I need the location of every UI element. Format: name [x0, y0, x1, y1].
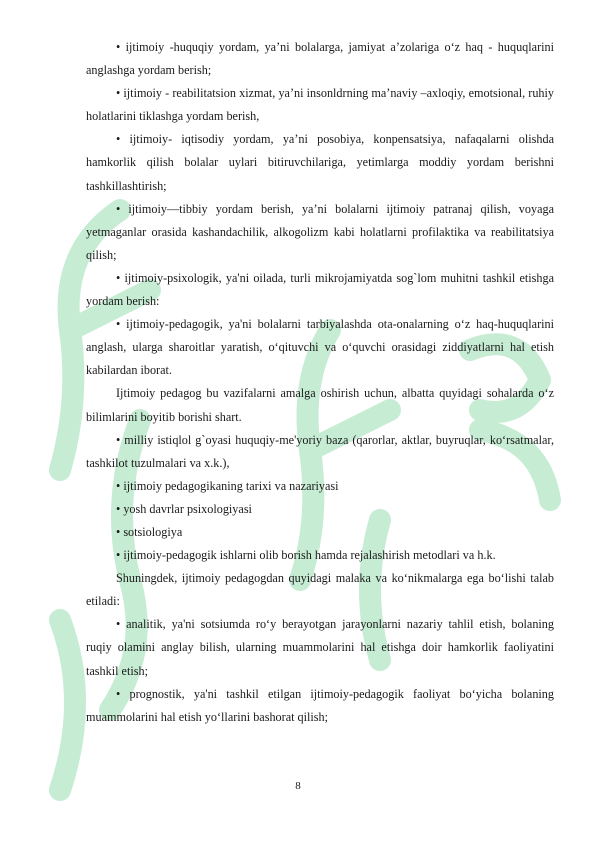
document-body — [86, 36, 554, 729]
paragraph-psychological: • ijtimoiy-psixologik, ya'ni oilada, turli mikrojamiyatda sog`lom muhitni tashkil etishga yordam berish: — [86, 270, 554, 309]
paragraph-medical-aid: • ijtimoiy—tibbiy yordam berish, ya’ni bolalarni ijtimoiy patranaj qilish, voyaga yetmaganlar orasida kashandachilik, alkogolizm kabi holatlarni profilaktika va reabilitatsiya qilish; — [86, 201, 554, 262]
list-item-prognostic: • prognostik, ya'ni tashkil etilgan ijtimoiy-pedagogik faoliyat bo‘yicha bolaning muammolarini hal etish yo‘llarini bashorat qilish; — [86, 686, 554, 724]
paragraph-pedagogical: • ijtimoiy-pedagogik, ya'ni bolalarni tarbiyalashda ota-onalarning o‘z haq-huquqlarini anglash, ularga sharoitlar yaratish, o‘qituvchi va o‘quvchi orasidagi ziddiyatlarni hal etish kabilardan iborat. — [86, 317, 554, 378]
list-item-sociology: • sotsiologiya — [116, 524, 183, 539]
paragraph-pedagog-knowledge: Ijtimoiy pedagog bu vazifalarni amalga oshirish uchun, albatta quyidagi sohalarda o‘z bilimlarini boyitib borishi shart. — [86, 386, 554, 424]
list-item-methods: • ijtimoiy-pedagogik ishlarni olib borish hamda rejalashirish metodlari va h.k. — [116, 548, 496, 563]
page-number: 8 — [295, 780, 301, 792]
paragraph-skills-intro: Shuningdek, ijtimoiy pedagogdan quyidagi malaka va ko‘nikmalarga ega bo‘lishi talab etiladi: — [86, 571, 554, 609]
list-item-legal-basis: • milliy istiqlol g`oyasi huquqiy-me'yoriy baza (qarorlar, aktlar, buyruqlar, ko‘rsatmalar, tashkilot tuzulmalari va x.k.), — [86, 432, 554, 470]
paragraph-legal-aid: • ijtimoiy -huquqiy yordam, ya’ni bolalarga, jamiyat a’zolariga o‘z haq - huquqlarini anglashga yordam berish; — [86, 40, 554, 78]
paragraph-economic-aid: • ijtimoiy- iqtisodiy yordam, ya’ni posobiya, konpensatsiya, nafaqalarni olishda hamkorlik qilish bolalar uylari bitiruvchilariga, yetimlarga moddiy yordam berishni tashkillashtirish; — [86, 132, 554, 193]
list-item-analytic: • analitik, ya'ni sotsiumda ro‘y berayotgan jarayonlarni nazariy tahlil etish, bolaning ruqiy olamini anglay bilish, ularning muammolarini hal etishga doir hamkorlik faoliyatini tashkil etish; — [86, 617, 554, 678]
list-item-age-psychology: • yosh davrlar psixologiyasi — [116, 501, 252, 516]
list-item-history-theory: • ijtimoiy pedagogikaning tarixi va nazariyasi — [116, 478, 339, 493]
paragraph-rehabilitation: • ijtimoiy - reabilitatsion xizmat, ya’ni insonldrning ma’naviy –axloqiy, emotsional, ruhiy holatlarini tiklashga yordam berish, — [86, 86, 554, 124]
